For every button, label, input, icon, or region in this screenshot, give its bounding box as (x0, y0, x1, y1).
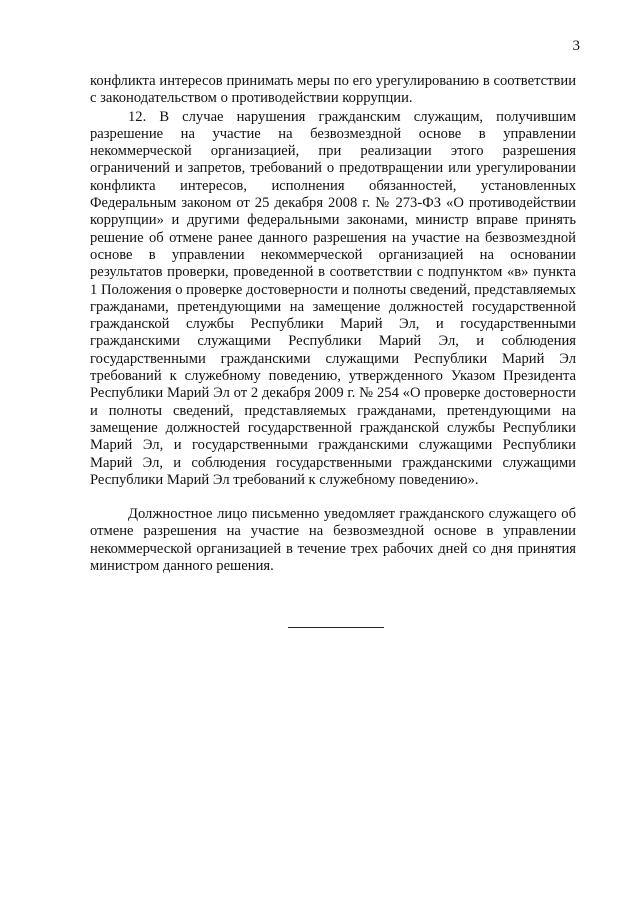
paragraph-notification: Должностное лицо письменно уведомляет гражданского служащего об отмене разрешения на участие на безвозмездной основе в управлении некоммерческой организацией в течение трех рабочих дней со дня принятия министром данного решения. (90, 506, 576, 575)
paragraph-continuation: конфликта интересов принимать меры по его урегулированию в соответствии с законодательством о противодействии коррупции. (90, 73, 576, 107)
document-body (90, 73, 576, 575)
page-number: 3 (572, 38, 580, 54)
end-of-text-divider (288, 627, 384, 628)
paragraph-item-12: 12. В случае нарушения гражданским служащим, получившим разрешение на участие на безвозмездной основе в управлении некоммерческой организацией, при реализации этого разрешения ограничений и запретов, требований о предотвращении или урегулировании конфликта интересов, исполнения обязанностей, установленных Федеральным законом от 25 декабря 2008 г. № 273-ФЗ «О противодействии коррупции» и другими федеральными законами, министр вправе принять решение об отмене ранее данного разрешения на участие на безвозмездной основе в управлении некоммерческой организацией на основании результатов проверки, проведенной в соответствии с подпунктом «в» пункта 1 Положения о проверке достоверности и полноты сведений, представляемых гражданами, претендующими на замещение должностей государственной гражданской службы Республики Марий Эл, и государственными гражданскими служащими Республики Марий Эл, и соблюдения государственными гражданскими служащими Республики Марий Эл требований к служебному поведению, утвержденного Указом Президента Республики Марий Эл от 2 декабря 2009 г. № 254 «О проверке достоверности и полноты сведений, представляемых гражданами, претендующими на замещение должностей государственной гражданской службы Республики Марий Эл, и государственными гражданскими служащими Республики Марий Эл, и соблюдения государственными гражданскими служащими Республики Марий Эл требований к служебному поведению». (90, 108, 576, 488)
